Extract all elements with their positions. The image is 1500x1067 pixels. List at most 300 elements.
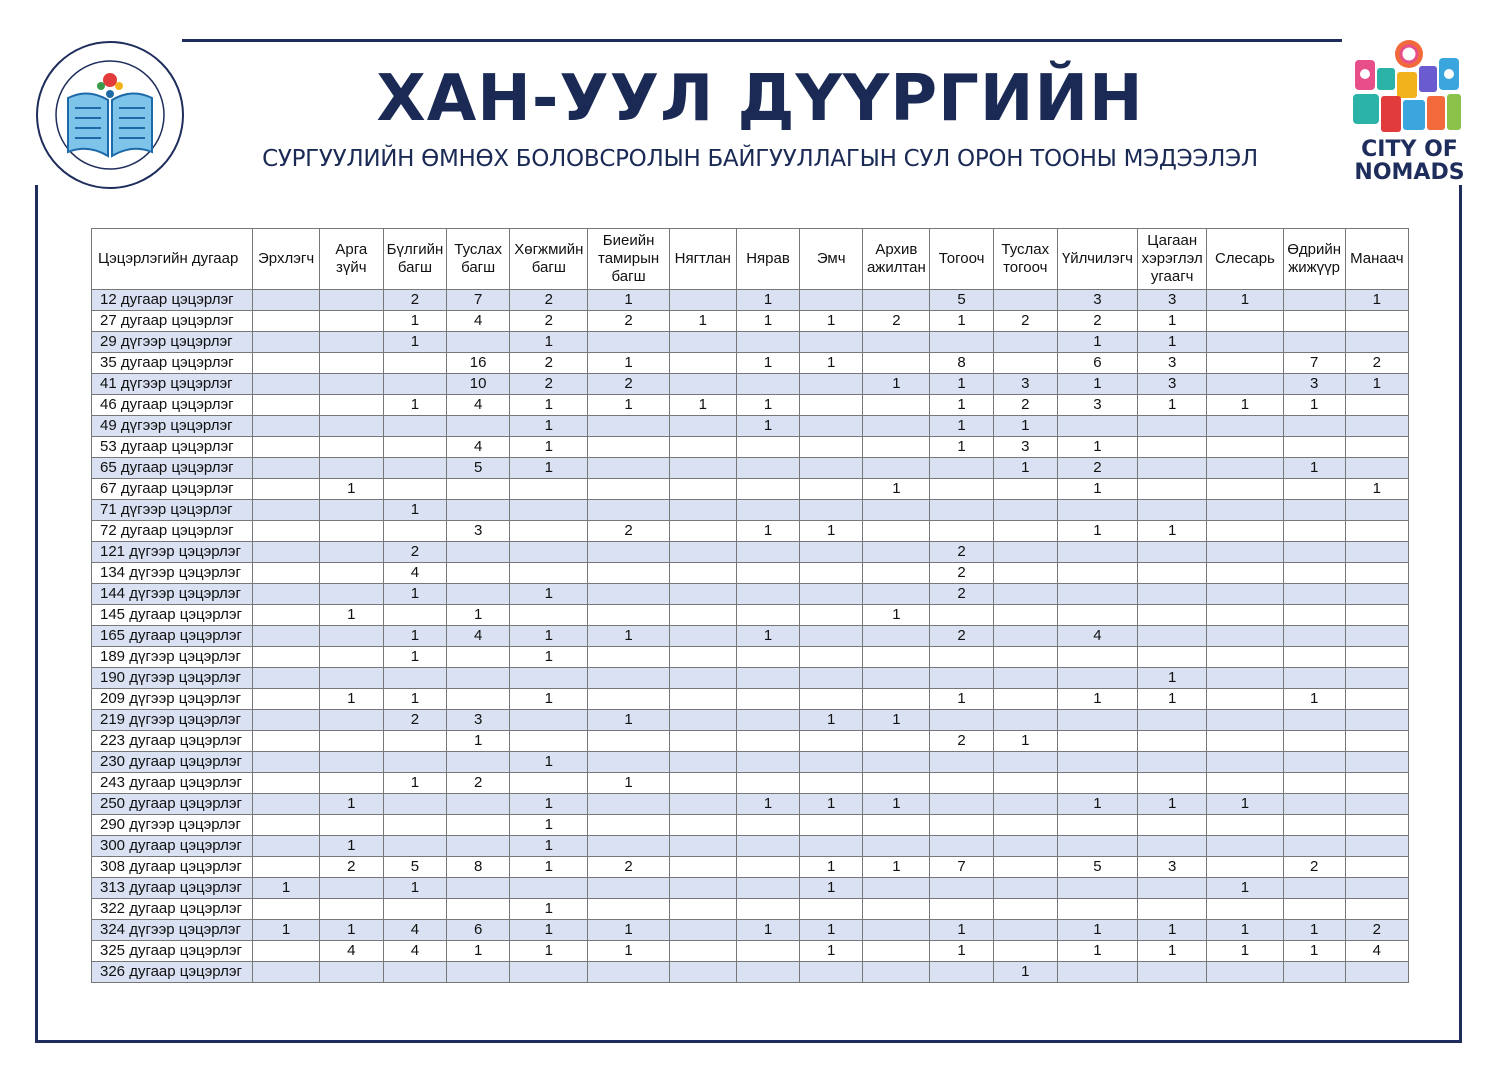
vacancy-count-cell (253, 857, 319, 878)
vacancy-count-cell: 1 (510, 584, 588, 605)
column-header: Өдрийн жижүүр (1283, 229, 1345, 290)
vacancy-count-cell: 1 (1138, 332, 1207, 353)
vacancy-count-cell (863, 752, 930, 773)
vacancy-count-cell (383, 962, 446, 983)
vacancy-count-cell (383, 836, 446, 857)
vacancy-count-cell (588, 563, 669, 584)
table-row (92, 332, 1409, 353)
vacancy-count-cell (1283, 815, 1345, 836)
vacancy-count-cell (800, 689, 863, 710)
vacancy-count-cell (253, 794, 319, 815)
vacancy-count-cell (1283, 500, 1345, 521)
vacancy-count-cell: 1 (863, 374, 930, 395)
vacancy-count-cell (1207, 899, 1283, 920)
vacancy-count-cell: 1 (993, 458, 1057, 479)
vacancy-count-cell (993, 521, 1057, 542)
vacancy-count-cell (1207, 584, 1283, 605)
vacancy-count-cell (930, 479, 993, 500)
vacancy-count-cell: 2 (383, 290, 446, 311)
vacancy-count-cell (800, 542, 863, 563)
vacancy-count-cell (1345, 752, 1408, 773)
vacancy-count-cell: 1 (993, 416, 1057, 437)
vacancy-count-cell (1283, 584, 1345, 605)
vacancy-count-cell (1207, 416, 1283, 437)
frame-bottom-line (35, 1040, 1462, 1043)
kindergarten-name-cell: 209 дүгээр цэцэрлэг (92, 689, 253, 710)
vacancy-count-cell (800, 437, 863, 458)
vacancy-count-cell (800, 374, 863, 395)
vacancy-count-cell (1138, 752, 1207, 773)
vacancy-count-cell (1283, 311, 1345, 332)
kindergarten-name-cell: 219 дүгээр цэцэрлэг (92, 710, 253, 731)
vacancy-count-cell (447, 416, 510, 437)
vacancy-count-cell (669, 794, 736, 815)
kindergarten-name-cell: 300 дугаар цэцэрлэг (92, 836, 253, 857)
vacancy-count-cell (993, 920, 1057, 941)
table-row (92, 395, 1409, 416)
vacancy-count-cell (800, 815, 863, 836)
vacancy-count-cell (1207, 374, 1283, 395)
kindergarten-name-cell: 326 дугаар цэцэрлэг (92, 962, 253, 983)
vacancy-count-cell: 1 (930, 395, 993, 416)
kindergarten-name-cell: 27 дугаар цэцэрлэг (92, 311, 253, 332)
kindergarten-name-cell: 29 дүгээр цэцэрлэг (92, 332, 253, 353)
vacancy-count-cell (319, 353, 383, 374)
vacancy-count-cell (1207, 752, 1283, 773)
vacancy-count-cell (1057, 752, 1137, 773)
vacancy-count-cell (1207, 710, 1283, 731)
vacancy-count-cell (930, 962, 993, 983)
vacancy-count-cell: 7 (930, 857, 993, 878)
vacancy-count-cell: 1 (736, 290, 799, 311)
kindergarten-name-cell: 313 дугаар цэцэрлэг (92, 878, 253, 899)
vacancy-count-cell: 1 (1057, 941, 1137, 962)
vacancy-count-cell (993, 815, 1057, 836)
vacancy-count-cell (447, 689, 510, 710)
vacancy-count-cell (669, 857, 736, 878)
vacancy-count-cell: 2 (383, 542, 446, 563)
column-header: Бүлгийн багш (383, 229, 446, 290)
vacancy-count-cell (319, 542, 383, 563)
vacancy-count-cell: 1 (510, 437, 588, 458)
vacancy-count-cell: 1 (800, 941, 863, 962)
table-row (92, 962, 1409, 983)
vacancy-count-cell: 1 (863, 605, 930, 626)
column-header: Нярав (736, 229, 799, 290)
vacancy-count-cell (510, 521, 588, 542)
vacancy-count-cell (800, 332, 863, 353)
vacancy-count-cell: 1 (1283, 941, 1345, 962)
table-row (92, 563, 1409, 584)
vacancy-count-cell: 1 (800, 710, 863, 731)
vacancy-count-cell (930, 521, 993, 542)
vacancy-count-cell: 1 (510, 647, 588, 668)
vacancy-count-cell (447, 836, 510, 857)
vacancy-count-cell: 1 (736, 416, 799, 437)
vacancy-count-cell: 1 (930, 374, 993, 395)
vacancy-count-cell (1345, 794, 1408, 815)
vacancy-count-cell: 1 (510, 332, 588, 353)
vacancy-count-cell (669, 479, 736, 500)
vacancy-count-cell: 2 (510, 290, 588, 311)
kindergarten-name-cell: 290 дүгээр цэцэрлэг (92, 815, 253, 836)
vacancy-count-cell: 5 (447, 458, 510, 479)
vacancy-count-cell (736, 605, 799, 626)
vacancy-count-cell (930, 332, 993, 353)
vacancy-count-cell (1138, 899, 1207, 920)
vacancy-count-cell (1207, 311, 1283, 332)
kindergarten-name-cell: 121 дүгээр цэцэрлэг (92, 542, 253, 563)
vacancy-count-cell: 1 (510, 689, 588, 710)
vacancy-count-cell (319, 563, 383, 584)
vacancy-count-cell (319, 668, 383, 689)
vacancy-count-cell (1138, 542, 1207, 563)
vacancy-count-cell (253, 374, 319, 395)
vacancy-count-cell (1283, 479, 1345, 500)
vacancy-count-cell (319, 500, 383, 521)
vacancy-count-cell (1345, 437, 1408, 458)
vacancy-count-cell (1283, 563, 1345, 584)
vacancy-count-cell (669, 689, 736, 710)
vacancy-count-cell (1207, 689, 1283, 710)
vacancy-count-cell (1207, 500, 1283, 521)
vacancy-count-cell (1207, 353, 1283, 374)
vacancy-count-cell: 1 (447, 731, 510, 752)
vacancy-count-cell (319, 290, 383, 311)
vacancy-count-cell (1345, 962, 1408, 983)
vacancy-count-cell: 1 (930, 941, 993, 962)
vacancy-count-cell (1283, 731, 1345, 752)
vacancy-count-cell (253, 563, 319, 584)
vacancy-count-cell: 1 (1207, 878, 1283, 899)
vacancy-count-cell: 1 (1057, 794, 1137, 815)
vacancy-count-cell: 2 (863, 311, 930, 332)
vacancy-count-cell (1057, 836, 1137, 857)
vacancy-count-cell: 3 (447, 710, 510, 731)
vacancy-count-cell: 1 (1138, 311, 1207, 332)
table-row (92, 710, 1409, 731)
vacancy-count-cell (1283, 542, 1345, 563)
column-header: Үйлчилэгч (1057, 229, 1137, 290)
vacancy-count-cell (510, 563, 588, 584)
kindergarten-name-cell: 72 дугаар цэцэрлэг (92, 521, 253, 542)
vacancy-count-cell (669, 899, 736, 920)
vacancy-count-cell (383, 374, 446, 395)
vacancy-count-cell: 4 (383, 563, 446, 584)
vacancy-count-cell (1283, 521, 1345, 542)
vacancy-count-cell (1138, 584, 1207, 605)
table-body (92, 290, 1409, 983)
vacancy-count-cell: 1 (993, 731, 1057, 752)
vacancy-count-cell (1345, 395, 1408, 416)
vacancy-count-cell: 1 (510, 395, 588, 416)
vacancy-count-cell (669, 605, 736, 626)
vacancy-count-cell (253, 437, 319, 458)
table-row (92, 899, 1409, 920)
vacancy-count-cell: 10 (447, 374, 510, 395)
table-row (92, 416, 1409, 437)
vacancy-count-cell (1207, 605, 1283, 626)
city-of-nomads-wordmark (1342, 138, 1477, 184)
vacancy-count-cell (800, 647, 863, 668)
vacancy-count-cell (993, 857, 1057, 878)
vacancy-count-cell (253, 647, 319, 668)
city-of-nomads-art (1347, 38, 1467, 138)
vacancy-count-cell (1138, 836, 1207, 857)
vacancy-count-cell (253, 773, 319, 794)
vacancy-count-cell (1207, 479, 1283, 500)
vacancy-count-cell (1207, 521, 1283, 542)
vacancy-count-cell: 1 (510, 920, 588, 941)
column-header: Тогооч (930, 229, 993, 290)
vacancy-count-cell: 2 (383, 710, 446, 731)
vacancy-count-cell (930, 815, 993, 836)
vacancy-count-cell (1057, 773, 1137, 794)
vacancy-count-cell: 1 (930, 437, 993, 458)
vacancy-count-cell (383, 899, 446, 920)
vacancy-count-cell (736, 647, 799, 668)
vacancy-count-cell: 1 (253, 920, 319, 941)
kindergarten-name-cell: 145 дугаар цэцэрлэг (92, 605, 253, 626)
vacancy-count-cell (510, 500, 588, 521)
vacancy-count-cell (800, 626, 863, 647)
vacancy-count-cell (1057, 500, 1137, 521)
vacancy-count-cell (383, 605, 446, 626)
vacancy-count-cell: 1 (1138, 920, 1207, 941)
vacancy-count-cell (253, 584, 319, 605)
vacancy-count-cell: 3 (993, 374, 1057, 395)
vacancy-count-cell: 1 (1345, 290, 1408, 311)
vacancy-count-cell (669, 290, 736, 311)
vacancy-count-cell (736, 689, 799, 710)
vacancy-count-cell (863, 647, 930, 668)
column-header: Нягтлан (669, 229, 736, 290)
vacancy-count-cell (930, 752, 993, 773)
vacancy-count-cell: 1 (588, 710, 669, 731)
vacancy-count-cell (800, 836, 863, 857)
vacancy-count-cell (383, 815, 446, 836)
vacancy-count-cell (1057, 416, 1137, 437)
vacancy-count-cell (800, 458, 863, 479)
vacancy-count-cell (319, 458, 383, 479)
vacancy-count-cell (447, 899, 510, 920)
vacancy-count-cell (1345, 416, 1408, 437)
vacancy-count-cell (993, 794, 1057, 815)
vacancy-count-cell (863, 815, 930, 836)
vacancy-count-cell: 7 (1283, 353, 1345, 374)
vacancy-count-cell: 1 (510, 857, 588, 878)
vacancy-count-cell: 1 (1057, 689, 1137, 710)
brand-line-2: NOMADS (1354, 160, 1465, 185)
table-row (92, 605, 1409, 626)
vacancy-count-cell: 1 (800, 311, 863, 332)
table-row (92, 353, 1409, 374)
vacancy-count-cell: 3 (1057, 395, 1137, 416)
kindergarten-name-cell: 189 дүгээр цэцэрлэг (92, 647, 253, 668)
vacancy-count-cell: 1 (588, 395, 669, 416)
vacancy-count-cell (1138, 563, 1207, 584)
emblem-graphic (33, 38, 187, 192)
vacancy-count-cell (253, 458, 319, 479)
column-header: Эрхлэгч (253, 229, 319, 290)
vacancy-count-cell (1345, 458, 1408, 479)
vacancy-count-cell (588, 836, 669, 857)
table-row (92, 815, 1409, 836)
column-header: Туслах багш (447, 229, 510, 290)
vacancy-count-cell (669, 626, 736, 647)
vacancy-count-cell (863, 731, 930, 752)
vacancy-count-cell: 1 (383, 626, 446, 647)
vacancy-count-cell: 2 (930, 563, 993, 584)
vacancy-count-cell (1345, 857, 1408, 878)
kindergarten-name-cell: 250 дугаар цэцэрлэг (92, 794, 253, 815)
education-department-logo (33, 38, 187, 192)
vacancy-count-cell: 1 (1138, 689, 1207, 710)
vacancy-count-cell: 1 (1057, 374, 1137, 395)
column-header: Цэцэрлэгийн дугаар (92, 229, 253, 290)
vacancy-count-cell: 1 (1283, 920, 1345, 941)
table-row (92, 479, 1409, 500)
vacancy-count-cell: 2 (1345, 353, 1408, 374)
vacancy-count-cell: 4 (1345, 941, 1408, 962)
vacancy-count-cell: 3 (1138, 374, 1207, 395)
vacancy-count-cell (930, 773, 993, 794)
kindergarten-name-cell: 243 дугаар цэцэрлэг (92, 773, 253, 794)
vacancy-count-cell (1138, 815, 1207, 836)
vacancy-count-cell (510, 479, 588, 500)
vacancy-count-cell (319, 395, 383, 416)
vacancy-count-cell (319, 311, 383, 332)
vacancy-count-cell (253, 353, 319, 374)
vacancy-count-cell (383, 416, 446, 437)
vacancy-count-cell (669, 416, 736, 437)
vacancy-count-cell (863, 353, 930, 374)
vacancy-count-cell (736, 752, 799, 773)
vacancy-count-cell (447, 668, 510, 689)
vacancy-count-cell (930, 836, 993, 857)
vacancy-count-cell (1207, 857, 1283, 878)
vacancy-count-cell: 4 (383, 920, 446, 941)
vacancy-count-cell: 2 (930, 731, 993, 752)
vacancy-count-cell: 3 (1138, 857, 1207, 878)
vacancy-count-cell (863, 899, 930, 920)
vacancy-count-cell (510, 605, 588, 626)
vacancy-count-cell: 1 (863, 794, 930, 815)
table-row (92, 437, 1409, 458)
kindergarten-name-cell: 230 дугаар цэцэрлэг (92, 752, 253, 773)
vacancy-count-cell (319, 752, 383, 773)
vacancy-count-cell: 4 (447, 626, 510, 647)
vacancy-count-cell (669, 500, 736, 521)
kindergarten-name-cell: 67 дугаар цэцэрлэг (92, 479, 253, 500)
vacancy-count-cell: 1 (253, 878, 319, 899)
vacancy-count-cell (993, 689, 1057, 710)
vacancy-count-cell (736, 500, 799, 521)
vacancy-count-cell: 4 (447, 311, 510, 332)
vacancy-count-cell (253, 710, 319, 731)
vacancy-count-cell (253, 395, 319, 416)
table-row (92, 500, 1409, 521)
vacancy-count-cell (1283, 416, 1345, 437)
vacancy-count-cell: 1 (383, 878, 446, 899)
vacancy-count-cell: 1 (800, 353, 863, 374)
vacancy-count-cell (993, 647, 1057, 668)
vacancy-count-cell (736, 878, 799, 899)
vacancy-count-cell: 1 (1207, 290, 1283, 311)
vacancy-count-cell (993, 626, 1057, 647)
vacancy-count-cell (319, 416, 383, 437)
vacancy-count-cell: 1 (588, 941, 669, 962)
vacancy-count-cell (863, 290, 930, 311)
vacancy-count-cell (319, 773, 383, 794)
frame-top-line (182, 39, 1342, 42)
vacancy-count-cell (1283, 437, 1345, 458)
vacancy-count-cell (1138, 479, 1207, 500)
vacancy-count-cell (588, 332, 669, 353)
vacancy-count-cell (1283, 878, 1345, 899)
vacancy-count-cell (319, 731, 383, 752)
vacancy-count-cell (588, 458, 669, 479)
vacancy-count-cell (1057, 878, 1137, 899)
vacancy-count-cell (1207, 626, 1283, 647)
vacancy-count-cell (993, 773, 1057, 794)
vacancy-count-cell (447, 500, 510, 521)
vacancy-count-cell (253, 332, 319, 353)
vacancy-count-cell (510, 668, 588, 689)
vacancy-count-cell (736, 542, 799, 563)
vacancy-count-cell: 4 (1057, 626, 1137, 647)
vacancy-count-cell (1283, 605, 1345, 626)
kindergarten-name-cell: 165 дугаар цэцэрлэг (92, 626, 253, 647)
vacancy-count-cell (863, 773, 930, 794)
vacancy-count-cell (993, 899, 1057, 920)
vacancy-count-cell (669, 920, 736, 941)
vacancy-count-cell (588, 437, 669, 458)
vacancy-count-cell (319, 374, 383, 395)
vacancy-count-cell: 3 (1138, 290, 1207, 311)
vacancy-count-cell (993, 584, 1057, 605)
vacancy-count-cell (1057, 815, 1137, 836)
vacancy-count-cell (319, 647, 383, 668)
vacancy-count-cell: 1 (800, 920, 863, 941)
vacancy-count-cell (447, 878, 510, 899)
vacancy-count-cell: 1 (319, 794, 383, 815)
table-header (92, 229, 1409, 290)
vacancy-count-cell (930, 668, 993, 689)
vacancy-count-cell (588, 689, 669, 710)
vacancy-count-cell: 16 (447, 353, 510, 374)
vacancy-count-cell: 1 (383, 311, 446, 332)
vacancy-count-cell: 1 (1138, 521, 1207, 542)
table-row (92, 731, 1409, 752)
vacancy-count-cell (800, 479, 863, 500)
vacancy-count-cell (1345, 731, 1408, 752)
vacancy-count-cell (1345, 563, 1408, 584)
table-row (92, 794, 1409, 815)
vacancy-count-cell (1283, 647, 1345, 668)
vacancy-count-cell (1207, 458, 1283, 479)
vacancy-count-cell: 1 (1138, 668, 1207, 689)
vacancy-count-cell: 2 (1057, 311, 1137, 332)
table-row (92, 647, 1409, 668)
vacancy-count-cell (588, 815, 669, 836)
vacancy-count-cell (319, 710, 383, 731)
vacancy-count-cell: 1 (669, 395, 736, 416)
vacancy-count-cell (1138, 416, 1207, 437)
vacancy-count-cell (800, 500, 863, 521)
vacancy-count-cell (993, 941, 1057, 962)
vacancy-count-cell (736, 731, 799, 752)
